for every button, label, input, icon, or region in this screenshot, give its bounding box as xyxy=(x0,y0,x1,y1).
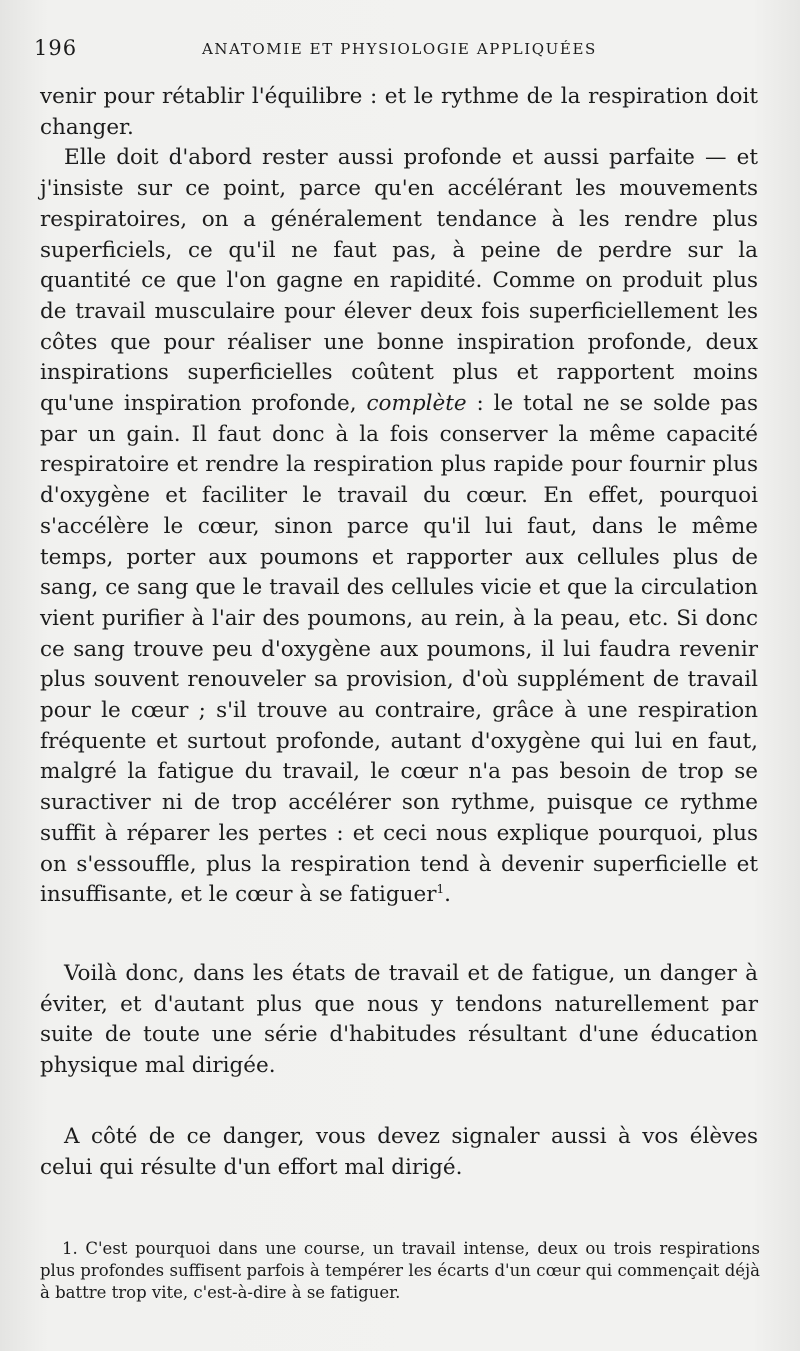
paragraph-text: Elle doit d'abord rester aussi profonde et aussi parfaite — et j'insiste sur ce point, parce qu'en accélérant les mouvements respiratoires, on a généralement tendance à les rendre plus superficiels, ce qu'il ne faut pas, à peine de perdre sur la quantité ce que l'on gagne en rapidité. Comme on produit plus de travail musculaire pour élever deux fois superficiellement les côtes que pour réaliser une bonne inspiration profonde, deux inspirations superficielles coûtent plus et rapportent moins qu'une inspiration profonde, xyxy=(40,145,758,417)
footnote: 1. C'est pourquoi dans une course, un travail intense, deux ou trois respirations plus profondes suffisent parfois à tempérer les écarts d'un cœur qui commençait déjà à battre trop vite, c'est-à-dire à se fatiguer. xyxy=(40,1239,760,1302)
paragraph-respiration xyxy=(40,143,758,911)
paragraph-danger: Voilà donc, dans les états de travail et de fatigue, un danger à éviter, et d'autant plus que nous y tendons naturellement par suite de toute une série d'habitudes résultant d'une éducation physique mal dirigée. xyxy=(40,960,758,1079)
paragraph-continuation: venir pour rétablir l'équilibre : et le rythme de la respiration doit changer. xyxy=(40,84,758,140)
paragraph-spacer xyxy=(40,1082,758,1122)
paragraph-end: . xyxy=(444,882,452,908)
paragraph-text-cont: : le total ne se solde pas par un gain. Il faut donc à la fois conserver la même capacité respiratoire et rendre la respiration plus rapide pour fournir plus d'oxygène et faciliter le travail du cœur. En effet, pourquoi s'accélère le cœur, sinon parce qu'il lui faut, dans le même temps, porter aux poumons et rapporter aux cellules plus de sang, ce sang que le travail des cellules vicie et que la circulation vient purifier à l'air des poumons, au rein, à la peau, etc. Si donc ce sang trouve peu d'oxygène aux poumons, il lui faudra revenir plus souvent renouveler sa provision, d'où supplément de travail pour le cœur ; s'il trouve au contraire, grâce à une respiration fréquente et surtout profonde, autant d'oxygène qui lui en faut, malgré la fatigue du travail, le cœur n'a pas besoin de trop se suractiver ni de trop accélérer son rythme, puisque ce rythme suffit à réparer les pertes : et ceci nous explique pourquoi, plus on s'essouffle, plus la respiration tend à devenir superficielle et insuffisante, et le cœur à se fatiguer xyxy=(40,391,759,908)
running-title: ANATOMIE ET PHYSIOLOGIE APPLIQUÉES xyxy=(202,40,597,58)
emphasis-text: complète xyxy=(366,391,467,417)
paragraph-spacer xyxy=(40,911,758,959)
page-number: 196 xyxy=(34,36,78,60)
body-text xyxy=(40,82,758,1183)
page-header xyxy=(34,36,760,68)
footnote-reference: 1 xyxy=(436,882,445,897)
paragraph-effort: A côté de ce danger, vous devez signaler aussi à vos élèves celui qui résulte d'un effort mal dirigé. xyxy=(40,1123,758,1180)
